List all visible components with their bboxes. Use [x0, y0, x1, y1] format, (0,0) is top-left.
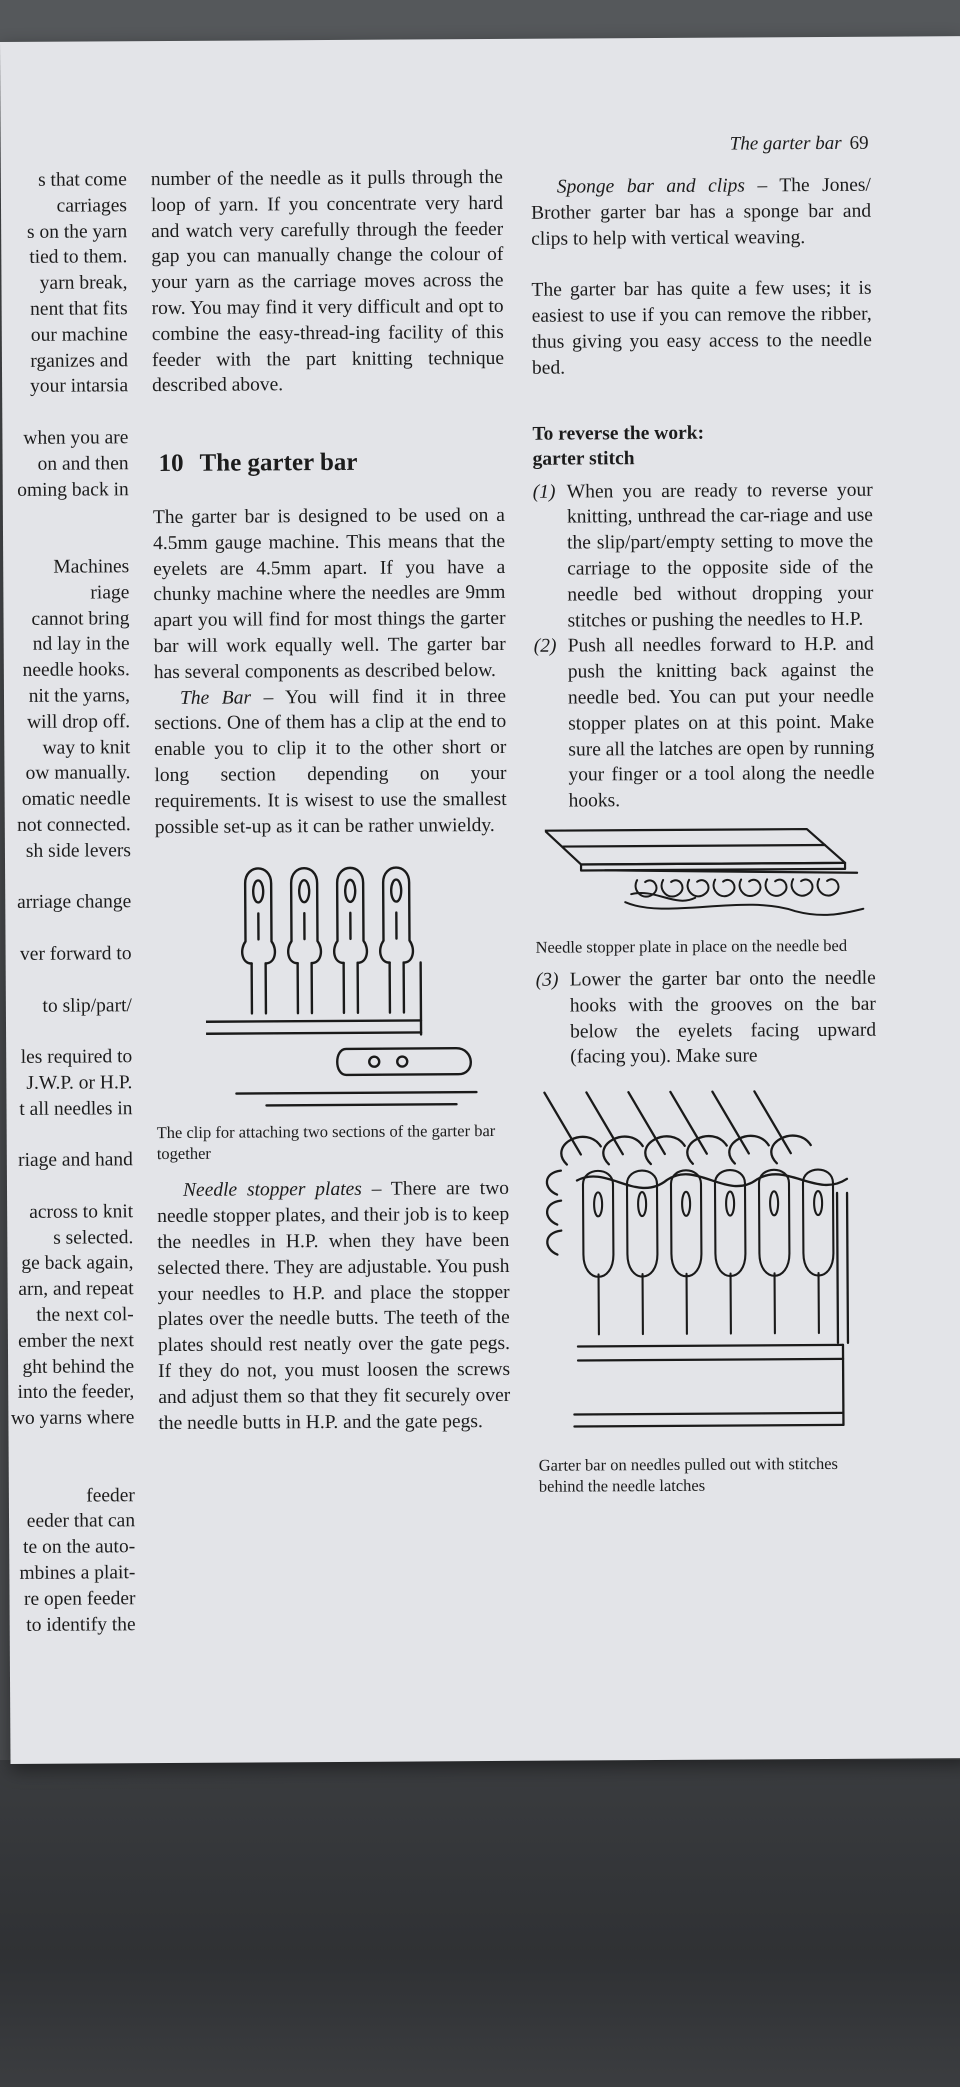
left-fragment-line: J.W.P. or H.P. — [26, 1072, 133, 1094]
left-fragment-line: oming back in — [17, 478, 129, 501]
eyelet-3 — [334, 868, 368, 1013]
left-fragment-line: te on the auto- — [23, 1536, 136, 1559]
left-fragment-line: s selected. — [53, 1226, 134, 1249]
left-fragment-line — [3, 503, 129, 530]
left-fragment-line: your intarsia — [30, 375, 129, 398]
left-fragment-line: omatic needle — [21, 788, 131, 811]
left-fragment-line: carriages — [56, 195, 128, 217]
subheading-line-1: To reverse the work: — [532, 422, 705, 445]
left-fragment-line: way to knit — [42, 736, 131, 759]
left-fragment-line: wo yarns where — [10, 1407, 135, 1430]
stopper-text: – There are two needle stopper plates, and their job is to keep the needles in H.P. when they have been selected there. They are adjustable. You push your needles to H.P. and place the stopper plates over the needle butts. The teeth of the plates should rest neatly over the gate pegs. If they do not, you must loosen the screws and adjust them so that they fit securely over the needle butts in H.P. and the gate pegs. — [157, 1178, 511, 1434]
left-fragment-line: sh side levers — [25, 839, 132, 862]
eyelet-2 — [288, 868, 322, 1013]
left-fragment-line: to slip/part/ — [42, 994, 132, 1017]
left-fragment-line: the next col- — [36, 1304, 134, 1326]
left-fragment-line: arriage change — [16, 891, 132, 914]
left-fragment-line — [5, 915, 131, 942]
stopper-term: Needle stopper plates — [182, 1179, 362, 1202]
left-fragment-line: yarn break, — [39, 272, 128, 294]
stopper-paragraph — [157, 1176, 511, 1436]
left-fragment-line: riage — [90, 581, 130, 604]
left-fragment-line: nent that fits — [30, 298, 128, 320]
intro-paragraph: number of the needle as it pulls through the loop of yarn. If you concentrate very hard and watch very carefully through the feeder gap you can manually change the colour of your yarn as the carriage moves across the row. You may find it very difficult and opt to combine the easy-thread-ing facility of this feeder with the part knitting technique described above. — [150, 166, 505, 397]
left-fragment-line — [9, 1457, 135, 1484]
left-fragment-line: les required to — [20, 1046, 133, 1068]
left-fragment-line — [8, 1431, 134, 1458]
left-fragment-line: ver forward to — [19, 943, 132, 965]
book-page — [0, 36, 960, 1764]
left-fragment-line: when you are — [23, 427, 129, 449]
left-fragment-line: feeder — [86, 1484, 135, 1507]
left-fragment-line — [6, 1019, 132, 1046]
right-column — [531, 173, 879, 1497]
left-fragment-line — [3, 528, 129, 555]
left-fragment-line: ge back again, — [21, 1252, 134, 1275]
bar-paragraph — [154, 683, 507, 840]
left-fragment-line: eeder that can — [26, 1510, 136, 1533]
left-fragment-line: arn, and repeat — [18, 1278, 134, 1301]
step-2-number: (2) — [533, 635, 557, 658]
left-fragment-line: needle hooks. — [22, 659, 130, 682]
sponge-text: – The Jones/ Brother garter bar has a sponge bar and clips to help with vertical weaving. — [530, 174, 872, 250]
left-fragment-line: tied to them. — [29, 246, 128, 269]
section-number: 10 — [158, 450, 184, 478]
step-3-text: Lower the garter bar onto the needle hooks with the grooves on the bar below the eyelets facing upward (facing you). Make sure — [569, 967, 877, 1068]
step-3 — [536, 966, 877, 1071]
sponge-paragraph — [531, 173, 871, 252]
bar-term: The Bar — [179, 687, 252, 709]
left-fragment-line — [6, 967, 132, 994]
figure-caption-clip: The clip for attaching two sections of the garter bar together — [156, 1121, 496, 1164]
step-1-text: When you are ready to reverse your knitting, unthread the car-riage and use the slip/part/empty setting to move the carriage to the opposite side of the needle bed without dropping your stitches or pushing the needles to H.P. — [566, 479, 874, 632]
left-fragment-line: across to knit — [29, 1201, 134, 1223]
step-2-text: Push all needles forward to H.P. and push the knitting back against the needle bed. You can put your needle stopper plates on at this point. Make sure all the latches are open by running your finger or a tool along the needle hooks. — [567, 634, 875, 812]
left-column-fragment — [1, 167, 136, 1638]
left-fragment-line — [7, 1173, 133, 1200]
left-fragment-line: s on the yarn — [26, 220, 128, 243]
stopper-plate-illustration — [545, 823, 876, 925]
left-fragment-line: our machine — [30, 324, 128, 346]
step-1-number: (1) — [532, 481, 556, 503]
left-fragment-line: riage and hand — [17, 1149, 133, 1172]
step-2 — [534, 632, 875, 815]
uses-paragraph: The garter bar has quite a few uses; it is easiest to use if you can remove the ribber, thus giving you easy access to the needle bed. — [531, 278, 872, 379]
garter-bar-intro-paragraph: The garter bar is designed to be used on a 4.5mm gauge machine. This means that the eyelets are 4.5mm apart. If you have a chunky machine where the needles are 9mm apart you will find for most things the garter bar will work equally well. The garter bar has several components as described below. — [152, 504, 506, 683]
left-fragment-line: will drop off. — [26, 710, 131, 733]
left-fragment-line — [2, 399, 128, 426]
subheading-line-2: garter stitch — [532, 447, 635, 470]
left-fragment-line: t all needles in — [19, 1097, 133, 1120]
left-fragment-line: ght behind the — [22, 1355, 135, 1378]
left-fragment-line — [7, 1122, 133, 1149]
eyelet-1 — [242, 869, 276, 1014]
left-fragment-line: nd lay in the — [32, 633, 130, 656]
running-head — [730, 133, 869, 156]
subheading — [532, 419, 872, 471]
page-number: 69 — [849, 132, 869, 154]
running-head-title: The garter bar — [729, 132, 842, 155]
left-fragment-line: on and then — [37, 452, 129, 475]
section-heading — [159, 449, 505, 477]
step-3-number: (3) — [535, 969, 559, 991]
figure-caption-garter-bar-on-needles: Garter bar on needles pulled out with stitches behind the needle latches — [538, 1454, 838, 1496]
middle-column — [151, 165, 511, 1436]
left-fragment-line: ember the next — [17, 1330, 134, 1352]
left-fragment-line: s that come — [37, 169, 127, 191]
left-fragment-line: re open feeder — [23, 1588, 136, 1610]
sponge-term: Sponge bar and clips — [556, 175, 746, 198]
garter-bar-on-needles-illustration — [536, 1083, 868, 1445]
left-fragment-line: ow manually. — [25, 762, 131, 785]
step-1 — [533, 477, 874, 634]
left-fragment-line — [5, 864, 131, 891]
left-fragment-line: not connected. — [17, 814, 131, 836]
bar-text: – You will find it in three sections. One of them has a clip at the end to enable you to clip it to the other short or long section depending on your requirements. It is wisest to use the smallest possible set-up as it can be rather unwieldy. — [154, 685, 507, 838]
background-table — [0, 1760, 960, 2087]
figure-caption-stopper-plate: Needle stopper plate in place on the needle bed — [535, 935, 848, 957]
section-title: The garter bar — [199, 448, 358, 477]
left-fragment-line: to identify the — [26, 1613, 136, 1636]
left-fragment-line: nit the yarns, — [28, 685, 131, 707]
left-fragment-line: mbines a plait- — [19, 1562, 136, 1584]
left-fragment-line: Machines — [53, 556, 130, 578]
left-fragment-line: cannot bring — [31, 607, 130, 630]
eyelet-4 — [380, 868, 414, 1013]
left-fragment-line: rganizes and — [30, 349, 129, 372]
left-fragment-line: into the feeder, — [17, 1381, 135, 1404]
clip-illustration — [205, 852, 507, 1116]
